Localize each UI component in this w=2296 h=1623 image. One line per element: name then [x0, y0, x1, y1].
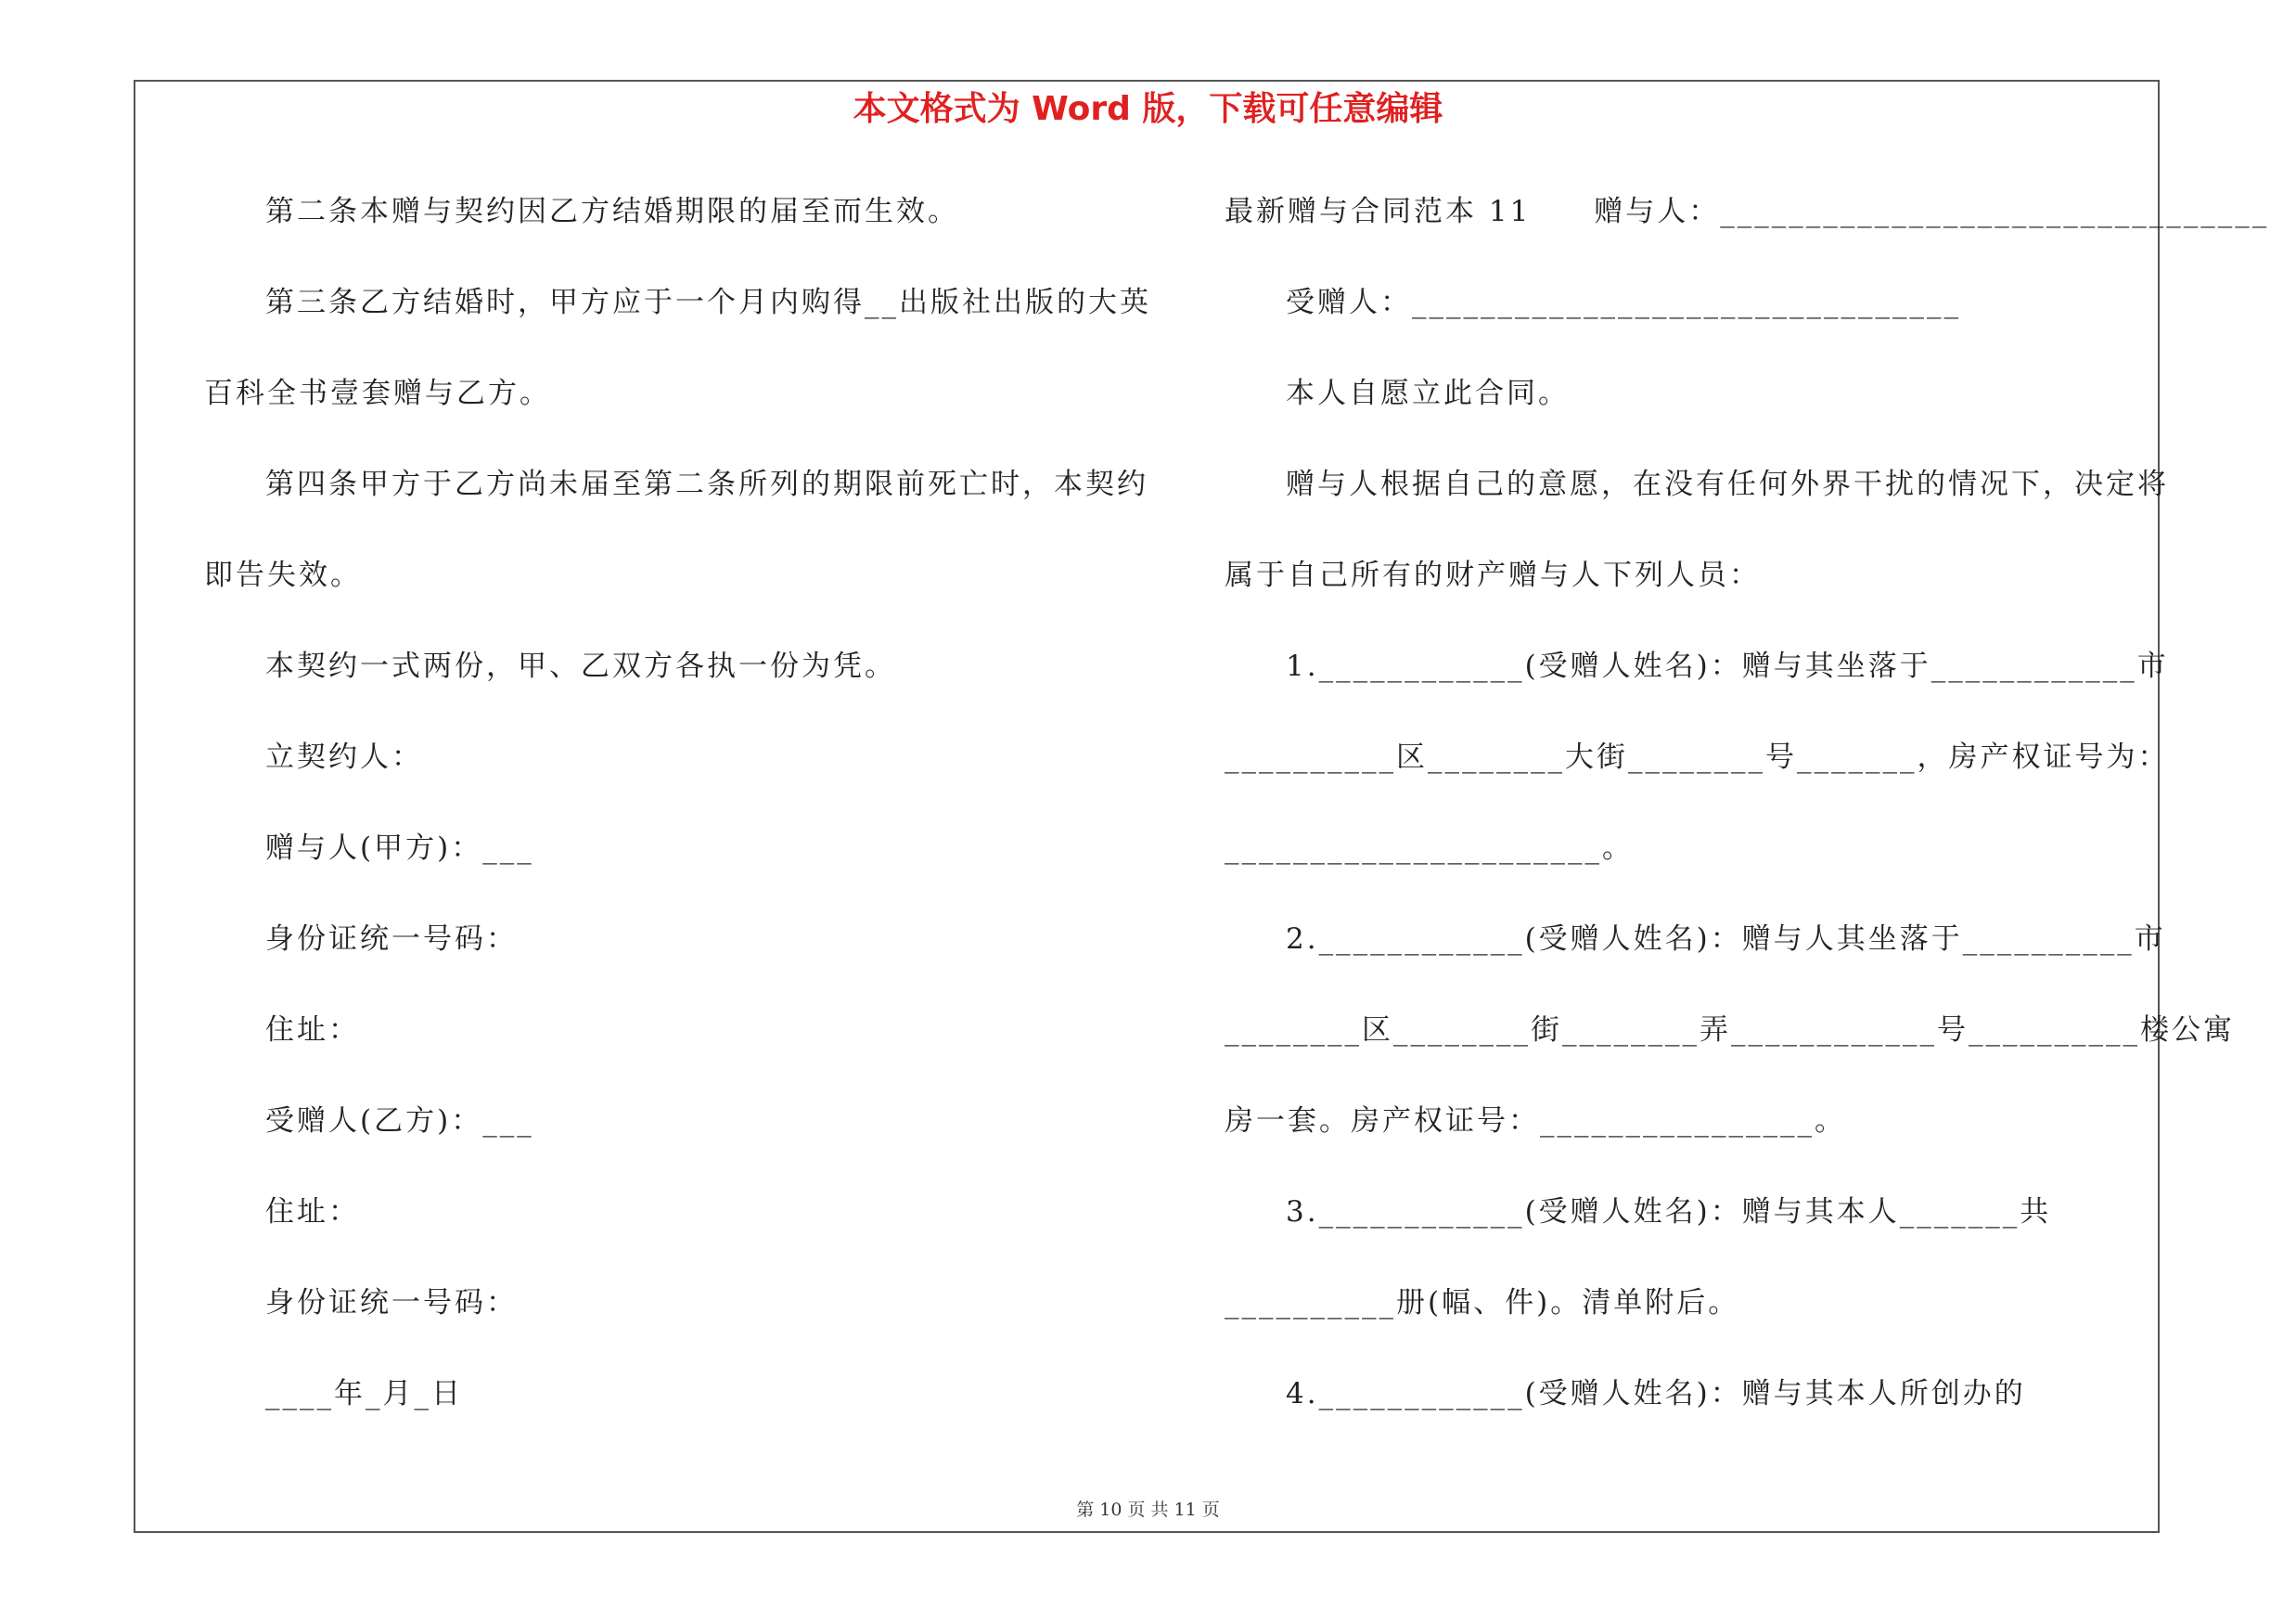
- intent-line-1: 赠与人根据自己的意愿，在没有任何外界干扰的情况下，决定将: [1286, 468, 2169, 501]
- contracting-parties-label: 立契约人：: [265, 741, 423, 774]
- date-line: ____年_月_日: [265, 1377, 463, 1410]
- donor-party-a: 赠与人(甲方)：___: [265, 831, 534, 865]
- page-number: 第 10 页 共 11 页: [1076, 1500, 1220, 1520]
- article-4-line-1: 第四条甲方于乙方尚未届至第二条所列的期限前死亡时，本契约: [265, 468, 1148, 501]
- article-3-line-1: 第三条乙方结婚时，甲方应于一个月内购得__出版社出版的大英: [265, 286, 1151, 319]
- id-number-label-2: 身份证统一号码：: [265, 1286, 518, 1320]
- item-2-line-2: ________区________街________弄____________号__________楼公寓: [1225, 1013, 2235, 1047]
- copies-clause: 本契约一式两份，甲、乙双方各执一份为凭。: [265, 650, 896, 683]
- left-column: [204, 193, 1150, 1466]
- item-1-line-2: __________区________大街________号_______，房产权证号为：: [1225, 741, 2170, 774]
- item-2-line-1: 2.____________(受赠人姓名)：赠与人其坐落于__________市: [1286, 922, 2166, 956]
- donee-party-b: 受赠人(乙方)：___: [265, 1104, 534, 1138]
- article-2: 第二条本赠与契约因乙方结婚期限的届至而生效。: [265, 195, 959, 228]
- item-1-line-3: ______________________。: [1225, 831, 1634, 865]
- voluntary-statement: 本人自愿立此合同。: [1286, 377, 1570, 410]
- right-column: [1225, 193, 2270, 1466]
- article-3-line-2: 百科全书壹套赠与乙方。: [204, 377, 551, 410]
- item-3-line-2: __________册(幅、件)。清单附后。: [1225, 1286, 1740, 1320]
- item-1-line-1: 1.____________(受赠人姓名)：赠与其坐落于____________市: [1286, 650, 2169, 683]
- id-number-label: 身份证统一号码：: [265, 922, 518, 956]
- word-format-notice: 本文格式为 Word 版，下载可任意编辑: [853, 90, 1443, 128]
- address-label-2: 住址：: [265, 1195, 360, 1229]
- contract-title-donor: 最新赠与合同范本 11 赠与人：________________________________: [1225, 195, 2270, 228]
- address-label: 住址：: [265, 1013, 360, 1047]
- item-4-line-1: 4.____________(受赠人姓名)：赠与其本人所创办的: [1286, 1377, 2026, 1410]
- donee-line: 受赠人：________________________________: [1286, 286, 1961, 319]
- item-2-line-3: 房一套。房产权证号：________________。: [1225, 1104, 1846, 1138]
- article-4-line-2: 即告失效。: [204, 559, 362, 592]
- intent-line-2: 属于自己所有的财产赠与人下列人员：: [1225, 559, 1761, 592]
- item-3-line-1: 3.____________(受赠人姓名)：赠与其本人_______共: [1286, 1195, 2052, 1229]
